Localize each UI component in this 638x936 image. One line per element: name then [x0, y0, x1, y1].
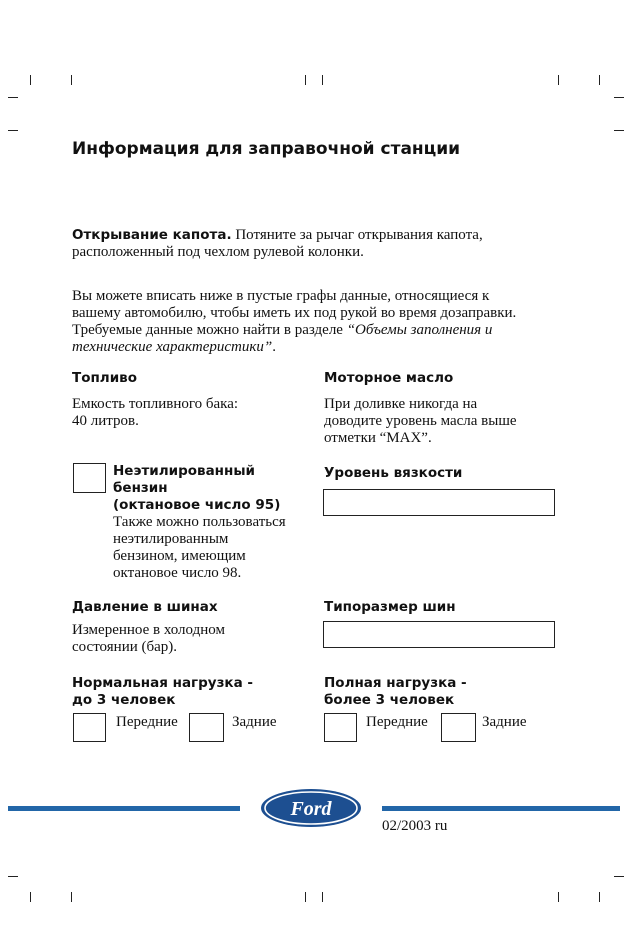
unleaded-text-1: Также можно пользоваться	[113, 514, 286, 530]
full-load-rear-field[interactable]	[441, 713, 476, 742]
oil-text-1: При доливке никогда на	[324, 396, 478, 412]
page-title: Информация для заправочной станции	[72, 139, 461, 159]
tyre-size-heading: Типоразмер шин	[324, 599, 456, 615]
unleaded-heading-1: Неэтилированный	[113, 463, 256, 479]
viscosity-heading: Уровень вязкости	[324, 465, 463, 481]
oil-text-2: доводите уровень масла выше	[324, 413, 517, 429]
tyre-size-field[interactable]	[323, 621, 555, 648]
intro-paragraph	[72, 288, 572, 356]
intro-section-ref: “Объемы заполнения и	[346, 322, 493, 338]
intro-section-ref-cont: технические характеристики”	[72, 339, 273, 355]
normal-load-heading	[72, 675, 253, 709]
footer-bar-left	[8, 806, 240, 811]
unleaded-heading-2: бензин	[113, 480, 168, 496]
oil-text-3: отметки “МАХ”.	[324, 430, 432, 446]
unleaded-checkbox[interactable]	[73, 463, 106, 493]
unleaded-text-3: бензином, имеющим	[113, 548, 246, 564]
oil-heading: Моторное масло	[324, 370, 454, 386]
full-load-heading	[324, 675, 467, 709]
ford-logo-text: Ford	[290, 798, 332, 820]
oil-text	[324, 396, 517, 447]
tyre-pressure-text-2: состоянии (бар).	[72, 639, 178, 655]
fuel-text-1: Емкость топливного бака:	[72, 396, 239, 412]
intro-line-2: вашему автомобилю, чтобы иметь их под рукой во время дозаправки.	[72, 305, 517, 321]
full-load-heading-2: более 3 человек	[324, 692, 455, 708]
intro-line-3: Требуемые данные можно найти в разделе	[72, 322, 347, 338]
normal-load-front-field[interactable]	[73, 713, 106, 742]
footer-bar-right	[382, 806, 620, 811]
normal-load-rear-label: Задние	[232, 714, 277, 730]
unleaded-text-2: неэтилированным	[113, 531, 229, 547]
normal-load-heading-1: Нормальная нагрузка -	[72, 675, 253, 691]
fuel-heading: Топливо	[72, 370, 137, 386]
full-load-front-field[interactable]	[324, 713, 357, 742]
full-load-front-label: Передние	[366, 714, 428, 730]
viscosity-field[interactable]	[323, 489, 555, 516]
ford-logo	[260, 788, 362, 833]
hood-text-1: Потяните за рычаг открывания капота,	[231, 227, 483, 243]
unleaded-block	[113, 463, 286, 582]
intro-line-1: Вы можете вписать ниже в пустые графы данные, относящиеся к	[72, 288, 490, 304]
hood-text-2: расположенный под чехлом рулевой колонки.	[72, 244, 364, 260]
intro-period: .	[272, 339, 276, 355]
full-load-rear-label: Задние	[482, 714, 527, 730]
tyre-pressure-heading: Давление в шинах	[72, 599, 218, 615]
tyre-pressure-text-1: Измеренное в холодном	[72, 622, 225, 638]
hood-lead: Открывание капота.	[72, 227, 232, 243]
document-code: 02/2003 ru	[382, 818, 448, 834]
fuel-text	[72, 396, 238, 430]
tyre-pressure-text	[72, 622, 225, 656]
full-load-heading-1: Полная нагрузка -	[324, 675, 467, 691]
hood-paragraph	[72, 227, 562, 261]
unleaded-heading-3: (октановое число 95)	[113, 497, 281, 513]
normal-load-rear-field[interactable]	[189, 713, 224, 742]
normal-load-heading-2: до 3 человек	[72, 692, 176, 708]
normal-load-front-label: Передние	[116, 714, 178, 730]
fuel-text-2: 40 литров.	[72, 413, 139, 429]
unleaded-text-4: октановое число 98.	[113, 565, 242, 581]
